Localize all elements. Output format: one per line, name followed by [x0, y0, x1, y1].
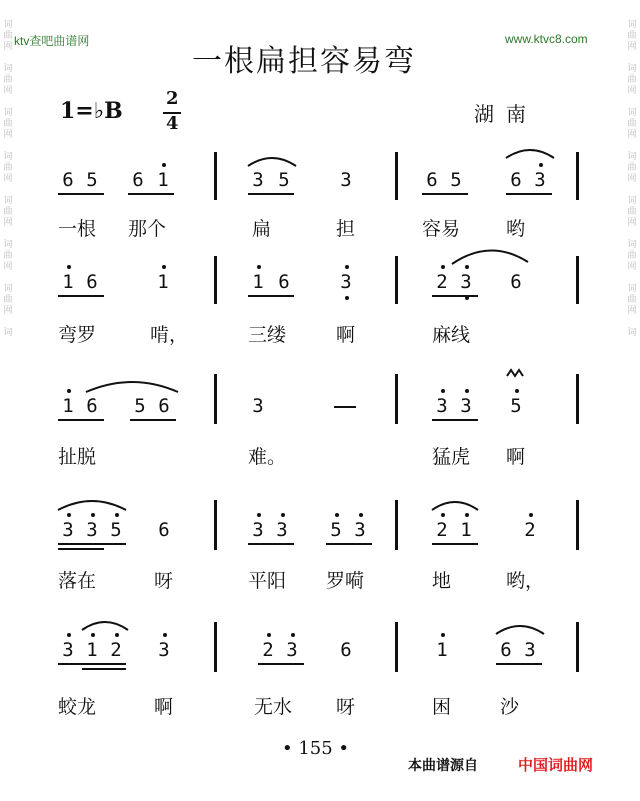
key-signature: 1=♭B: [60, 98, 123, 124]
region-label: 湖南: [474, 102, 538, 126]
note: 5: [450, 169, 462, 191]
barline: [576, 256, 579, 304]
note: 5: [134, 395, 146, 417]
lyric: 蛟龙: [58, 696, 97, 718]
barline: [576, 622, 579, 672]
note: 3: [432, 396, 452, 416]
note: 6: [62, 169, 74, 191]
note: 3: [252, 395, 264, 417]
note: 6: [426, 169, 438, 191]
underline: [432, 295, 478, 297]
underline: [130, 419, 176, 421]
note: 6: [500, 639, 512, 661]
note: 2: [432, 520, 452, 540]
note: 5: [86, 169, 98, 191]
note: 1: [248, 272, 268, 292]
lyric: 扁: [252, 218, 272, 240]
note: 3: [154, 640, 174, 660]
slur: [84, 376, 180, 394]
lyric: 啃，: [150, 324, 189, 346]
note: 2: [432, 272, 452, 292]
note: 2: [520, 520, 540, 540]
note: 5: [278, 169, 290, 191]
barline: [214, 622, 217, 672]
lyric: 那个: [128, 218, 167, 240]
underline: [58, 193, 104, 195]
barline: [576, 500, 579, 550]
note: 3: [340, 169, 352, 191]
lyric: 啊: [336, 324, 356, 346]
underline: [58, 663, 126, 665]
note: 1: [153, 170, 173, 190]
site-watermark-left: ktv查吧曲谱网: [14, 34, 90, 48]
underline: [422, 193, 468, 195]
underline: [248, 295, 294, 297]
note: 6: [86, 395, 98, 417]
lyric: 扯脱: [58, 446, 97, 468]
note: 1: [58, 272, 78, 292]
slur: [56, 496, 128, 512]
note: 1: [456, 520, 476, 540]
lyric: 落在: [58, 570, 97, 592]
underline: [58, 419, 104, 421]
lyric: 啊: [154, 696, 174, 718]
underline: [432, 543, 478, 545]
underline: [258, 663, 304, 665]
note: 5: [326, 520, 346, 540]
note: 2: [106, 640, 126, 660]
slur: [430, 496, 480, 512]
barline: [214, 152, 217, 200]
lyric: 容易: [422, 218, 461, 240]
barline: [395, 374, 398, 424]
underline: [128, 193, 174, 195]
lyric: 地: [432, 570, 452, 592]
underline: [248, 193, 294, 195]
barline: [395, 256, 398, 304]
lyric: 啊: [506, 446, 526, 468]
lyric: 无水: [254, 696, 293, 718]
note: 2: [258, 640, 278, 660]
slur: [246, 152, 298, 168]
note: 3: [248, 520, 268, 540]
note: 3: [530, 170, 550, 190]
note: 6: [158, 395, 170, 417]
note: 3: [252, 169, 264, 191]
note: 6: [158, 519, 170, 541]
side-watermark-left: 词 曲 网 词 曲 网 词 曲 网 词 曲 网 词 曲 网 词 曲 网 词 曲 网 词: [3, 20, 13, 338]
lyric: 三缕: [248, 324, 287, 346]
time-signature-top: 2: [166, 88, 179, 109]
note: 6: [340, 639, 352, 661]
note: 5: [506, 396, 526, 416]
lyric: 罗嗬: [326, 570, 365, 592]
note: 5: [106, 520, 126, 540]
lyric: 担: [336, 218, 356, 240]
underline: [326, 543, 372, 545]
slur: [494, 620, 546, 636]
underline: [82, 668, 126, 670]
lyric: 猛虎: [432, 446, 471, 468]
barline: [395, 500, 398, 550]
slur: [504, 144, 556, 160]
note: 3: [282, 640, 302, 660]
source-site: 中国词曲网: [518, 756, 594, 774]
note: 3: [456, 272, 476, 292]
lyric: 弯罗: [58, 324, 97, 346]
barline: [395, 152, 398, 200]
hold-dash: [334, 406, 356, 408]
note: 3: [524, 639, 536, 661]
note: 3: [82, 520, 102, 540]
lyric: 难。: [248, 446, 287, 468]
note: 6: [86, 271, 98, 293]
underline: [58, 543, 126, 545]
lyric: 麻线: [432, 324, 471, 346]
underline: [496, 663, 542, 665]
note: 6: [132, 169, 144, 191]
lyric: 哟，: [506, 570, 545, 592]
underline: [432, 419, 478, 421]
lyric: 呀: [336, 696, 356, 718]
note: 3: [336, 272, 356, 292]
underline: [248, 543, 294, 545]
page-number: • 155 •: [282, 738, 350, 759]
note: 1: [82, 640, 102, 660]
lyric: 哟: [506, 218, 526, 240]
song-title: 一根扁担容易弯: [192, 44, 416, 79]
barline: [214, 256, 217, 304]
note: 1: [432, 640, 452, 660]
lyric: 沙: [500, 696, 520, 718]
barline: [576, 374, 579, 424]
time-signature-bottom: 4: [166, 113, 179, 134]
note: 6: [510, 169, 522, 191]
trill-icon: [505, 366, 527, 380]
underline: [506, 193, 552, 195]
note: 3: [456, 396, 476, 416]
note: 1: [153, 272, 173, 292]
underline: [58, 295, 104, 297]
lyric: 平阳: [248, 570, 287, 592]
side-watermark-right: 词 曲 网 词 曲 网 词 曲 网 词 曲 网 词 曲 网 词 曲 网 词 曲 网 词: [627, 20, 637, 338]
lyric: 呀: [154, 570, 174, 592]
slur: [450, 244, 530, 266]
note: 6: [278, 271, 290, 293]
note: 6: [510, 271, 522, 293]
lyric: 困: [432, 696, 452, 718]
barline: [576, 152, 579, 200]
note: 3: [350, 520, 370, 540]
barline: [214, 374, 217, 424]
barline: [214, 500, 217, 550]
note: 3: [58, 640, 78, 660]
underline: [58, 548, 104, 550]
note: 3: [272, 520, 292, 540]
note: 3: [58, 520, 78, 540]
site-watermark-right: www.ktvc8.com: [505, 32, 588, 46]
slur: [80, 616, 130, 632]
lyric: 一根: [58, 218, 97, 240]
barline: [395, 622, 398, 672]
source-label: 本曲谱源自: [408, 758, 478, 774]
note: 1: [58, 396, 78, 416]
